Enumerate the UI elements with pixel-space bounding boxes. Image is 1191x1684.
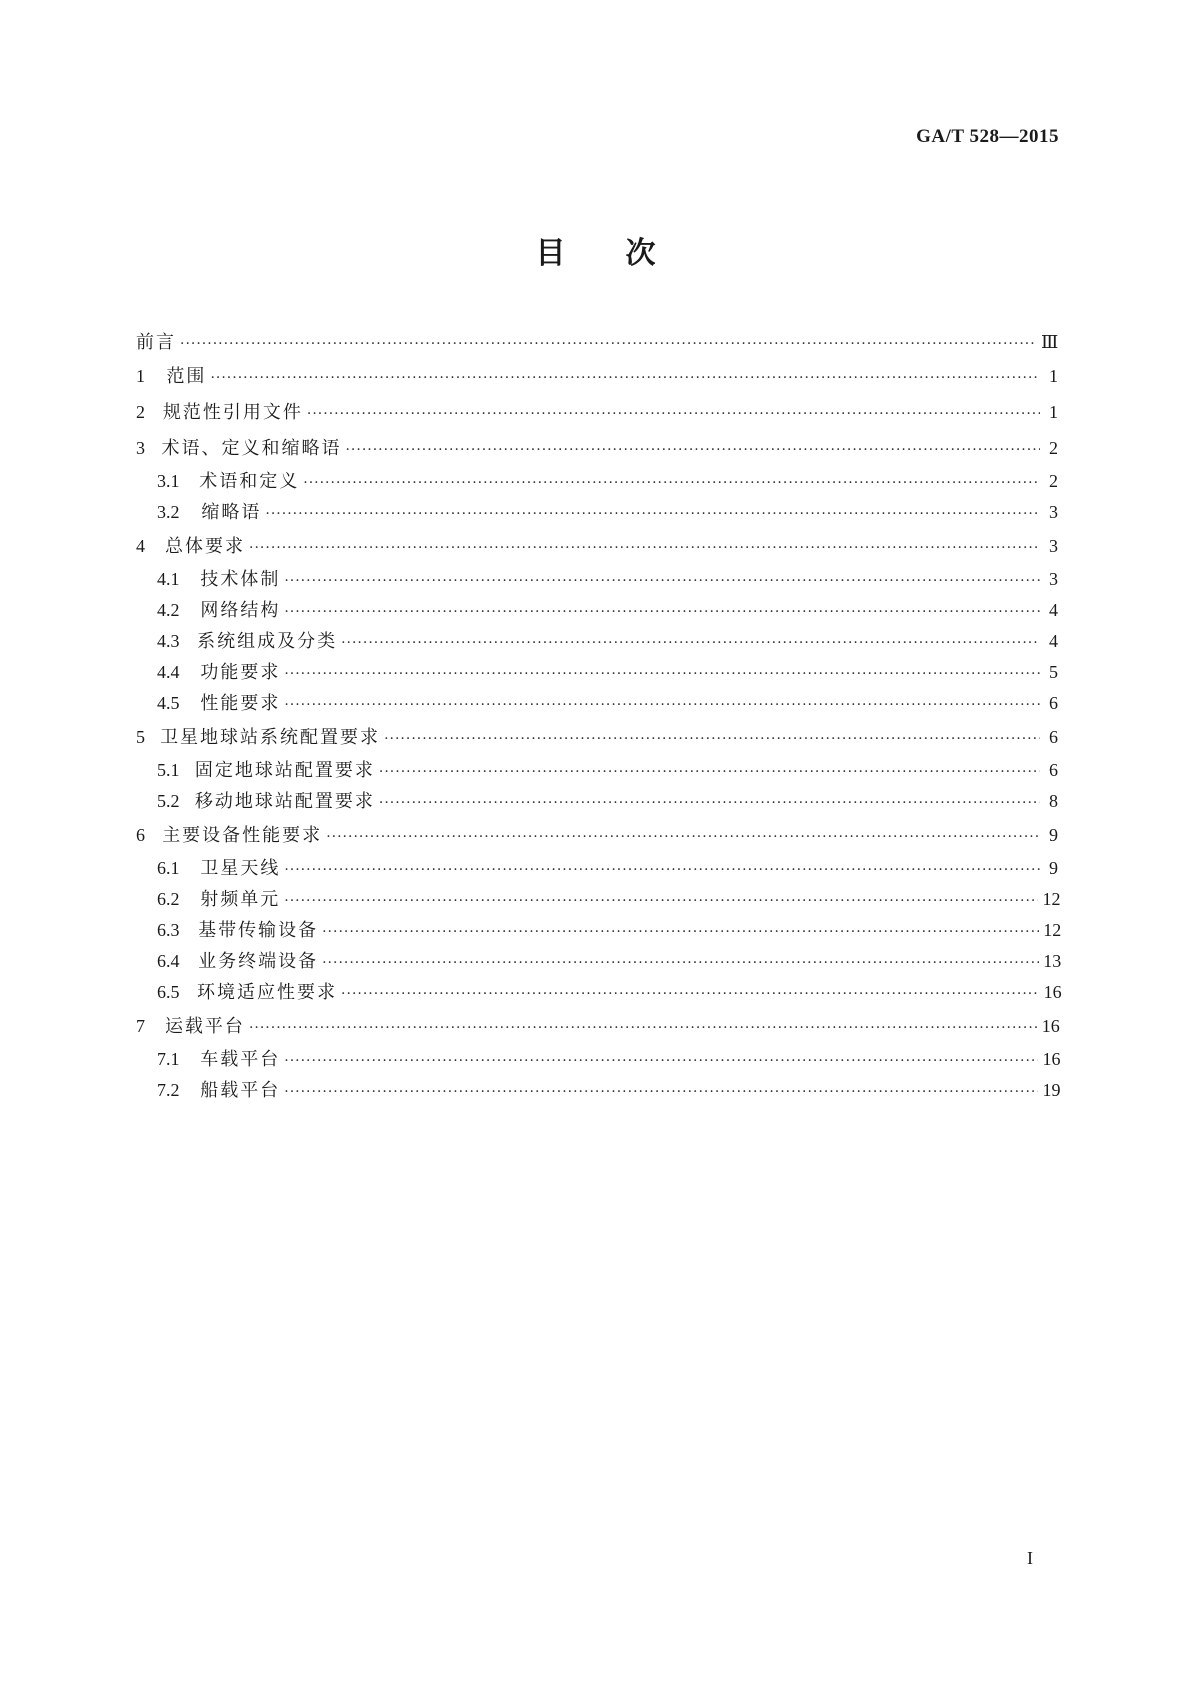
toc-entry-label: 术语、定义和缩略语 (161, 438, 342, 459)
table-of-contents (136, 326, 1062, 1106)
toc-entry-label: 术语和定义 (199, 471, 300, 492)
toc-entry-label: 技术体制 (200, 569, 281, 590)
toc-entry-number: 3.1 (157, 471, 180, 491)
toc-entry-number: 5 (136, 727, 145, 747)
toc-entry-page: 16 (1041, 1016, 1060, 1036)
toc-entry[interactable] (136, 564, 1058, 595)
toc-entry-page: 6 (1049, 760, 1058, 780)
toc-entry-number: 3.2 (157, 502, 180, 522)
toc-entry-number: 6.5 (157, 982, 180, 1002)
toc-entry[interactable] (136, 755, 1058, 786)
toc-title-char-1: 目 (535, 236, 566, 271)
toc-dot-leader (284, 690, 1040, 721)
toc-entry-label: 范围 (166, 366, 207, 387)
toc-entry-label: 规范性引用文件 (162, 402, 303, 423)
toc-entry[interactable] (136, 1008, 1058, 1044)
toc-dot-leader (384, 721, 1040, 757)
toc-entry-number: 7.1 (157, 1049, 180, 1069)
toc-entry-number: 5.2 (157, 791, 180, 811)
toc-entry-label: 船载平台 (200, 1080, 281, 1101)
toc-entry-number: 4.4 (157, 662, 180, 682)
toc-dot-leader (210, 360, 1040, 396)
toc-entry-number: 6.4 (157, 951, 180, 971)
toc-dot-leader (265, 499, 1040, 530)
toc-entry-number: 7.2 (157, 1080, 180, 1100)
toc-dot-leader (284, 659, 1040, 690)
toc-entry[interactable] (136, 786, 1058, 817)
toc-entry-page: 4 (1049, 600, 1058, 620)
toc-entry-page: 16 (1043, 982, 1062, 1002)
toc-entry-number: 6 (136, 825, 145, 845)
toc-entry-number: 5.1 (157, 760, 180, 780)
toc-entry-page: 2 (1049, 471, 1058, 491)
toc-entry-label: 运载平台 (164, 1016, 245, 1037)
toc-entry[interactable] (136, 595, 1058, 626)
toc-entry-number: 4.1 (157, 569, 180, 589)
toc-entry[interactable] (136, 326, 1058, 358)
toc-entry[interactable] (136, 977, 1062, 1008)
toc-entry-page: 19 (1042, 1080, 1061, 1100)
toc-entry[interactable] (136, 853, 1058, 884)
toc-entry[interactable] (136, 358, 1058, 394)
toc-entry-number: 6.2 (157, 889, 180, 909)
toc-entry-page: 1 (1049, 402, 1058, 422)
toc-title (0, 228, 1191, 272)
toc-entry-page: 12 (1043, 920, 1062, 940)
toc-entry-label: 环境适应性要求 (197, 982, 338, 1003)
toc-entry-number: 4.2 (157, 600, 180, 620)
toc-entry-label: 性能要求 (200, 693, 281, 714)
toc-entry-label: 固定地球站配置要求 (194, 760, 375, 781)
document-code: GA/T 528—2015 (916, 126, 1059, 147)
toc-entry-label: 前言 (136, 332, 176, 353)
toc-dot-leader (249, 1010, 1038, 1046)
toc-entry[interactable] (136, 884, 1061, 915)
toc-entry-number: 3 (136, 438, 145, 458)
toc-entry-number: 1 (136, 366, 145, 386)
toc-entry-page: 3 (1049, 536, 1058, 556)
toc-entry[interactable] (136, 1044, 1061, 1075)
toc-dot-leader (284, 1046, 1038, 1077)
toc-dot-leader (284, 886, 1038, 917)
toc-entry-label: 业务终端设备 (198, 951, 319, 972)
toc-entry[interactable] (136, 497, 1058, 528)
toc-dot-leader (379, 757, 1040, 788)
toc-entry-label: 卫星天线 (200, 858, 281, 879)
toc-dot-leader (284, 855, 1040, 886)
toc-entry[interactable] (136, 466, 1058, 497)
toc-title-char-2: 次 (625, 236, 656, 271)
toc-entry-number: 4.5 (157, 693, 180, 713)
toc-entry-page: 4 (1049, 631, 1058, 651)
toc-entry[interactable] (136, 626, 1058, 657)
toc-entry-label: 总体要求 (165, 536, 246, 557)
toc-dot-leader (249, 530, 1040, 566)
toc-entry[interactable] (136, 817, 1058, 853)
toc-entry-number: 2 (136, 402, 145, 422)
toc-entry-number: 6.3 (157, 920, 180, 940)
toc-entry-page: 6 (1049, 693, 1058, 713)
toc-dot-leader (341, 628, 1040, 659)
toc-dot-leader (307, 396, 1040, 432)
toc-entry-page: 8 (1049, 791, 1058, 811)
toc-entry-page: 3 (1049, 569, 1058, 589)
toc-dot-leader (345, 432, 1040, 468)
toc-entry-number: 4.3 (157, 631, 180, 651)
toc-entry-page: 12 (1042, 889, 1061, 909)
toc-dot-leader (180, 328, 1037, 360)
toc-entry-page: Ⅲ (1040, 332, 1059, 352)
toc-entry[interactable] (136, 657, 1058, 688)
toc-entry[interactable] (136, 528, 1058, 564)
toc-entry[interactable] (136, 719, 1058, 755)
toc-entry-page: 6 (1049, 727, 1058, 747)
page-number: I (1027, 1548, 1033, 1568)
toc-dot-leader (284, 566, 1040, 597)
toc-dot-leader (322, 917, 1039, 948)
toc-entry-label: 缩略语 (201, 502, 262, 523)
toc-dot-leader (303, 468, 1040, 499)
toc-entry-label: 主要设备性能要求 (162, 825, 323, 846)
toc-dot-leader (341, 979, 1040, 1010)
toc-entry[interactable] (136, 946, 1062, 977)
toc-entry-number: 7 (136, 1016, 145, 1036)
toc-entry-label: 网络结构 (200, 600, 281, 621)
toc-entry-page: 1 (1049, 366, 1058, 386)
toc-entry[interactable] (136, 394, 1058, 430)
toc-entry-label: 基带传输设备 (198, 920, 319, 941)
toc-entry-page: 2 (1049, 438, 1058, 458)
toc-entry-label: 射频单元 (200, 889, 281, 910)
toc-dot-leader (322, 948, 1039, 979)
toc-entry-page: 5 (1049, 662, 1058, 682)
toc-entry-page: 9 (1049, 825, 1058, 845)
toc-entry-label: 卫星地球站系统配置要求 (160, 727, 381, 748)
toc-dot-leader (284, 1077, 1038, 1108)
toc-entry-page: 9 (1049, 858, 1058, 878)
toc-entry[interactable] (136, 1075, 1061, 1106)
toc-entry[interactable] (136, 915, 1062, 946)
toc-entry-page: 16 (1042, 1049, 1061, 1069)
toc-entry-label: 车载平台 (200, 1049, 281, 1070)
toc-entry-label: 系统组成及分类 (197, 631, 338, 652)
toc-dot-leader (379, 788, 1040, 819)
toc-entry[interactable] (136, 430, 1058, 466)
toc-dot-leader (326, 819, 1040, 855)
toc-dot-leader (284, 597, 1040, 628)
toc-entry-page: 3 (1049, 502, 1058, 522)
toc-entry-number: 6.1 (157, 858, 180, 878)
toc-entry[interactable] (136, 688, 1058, 719)
toc-entry-page: 13 (1043, 951, 1062, 971)
toc-entry-number: 4 (136, 536, 145, 556)
toc-entry-label: 功能要求 (200, 662, 281, 683)
toc-entry-label: 移动地球站配置要求 (194, 791, 375, 812)
